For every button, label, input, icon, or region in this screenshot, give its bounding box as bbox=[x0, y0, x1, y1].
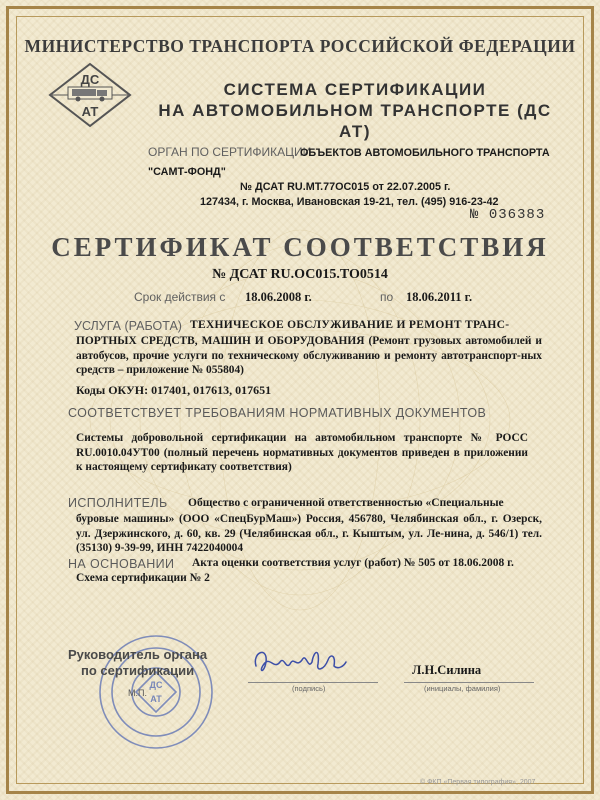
head-of-organ bbox=[68, 647, 207, 679]
organ-value: ОБЪЕКТОВ АВТОМОБИЛЬНОГО ТРАНСПОРТА bbox=[300, 147, 550, 159]
signature-caption: (подпись) bbox=[292, 684, 326, 693]
head-of-organ-line-2: по сертификации bbox=[81, 663, 195, 678]
okun-codes: Коды ОКУН: 017401, 017613, 017651 bbox=[76, 383, 272, 397]
stamp-mp: М.П. bbox=[128, 688, 147, 698]
system-line-2: НА АВТОМОБИЛЬНОМ ТРАНСПОРТЕ (ДС АТ) bbox=[158, 101, 552, 141]
certification-system bbox=[150, 79, 560, 142]
service-line-1: ТЕХНИЧЕСКОЕ ОБСЛУЖИВАНИЕ И РЕМОНТ ТРАНС- bbox=[190, 319, 510, 331]
system-line-1: СИСТЕМА СЕРТИФИКАЦИИ bbox=[223, 80, 487, 99]
validity-label: Срок действия с bbox=[134, 290, 226, 304]
logo-top-text: ДС bbox=[80, 72, 100, 87]
validity-to-label: по bbox=[380, 290, 394, 304]
ministry-title: МИНИСТЕРСТВО ТРАНСПОРТА РОССИЙСКОЙ ФЕДЕРАЦИИ bbox=[24, 36, 576, 56]
conformity-label: СООТВЕТСТВУЕТ ТРЕБОВАНИЯМ НОРМАТИВНЫХ ДОКУМЕНТОВ bbox=[68, 406, 487, 420]
valid-to: 18.06.2011 г. bbox=[406, 290, 473, 304]
organ-address: 127434, г. Москва, Ивановская 19-21, тел. (495) 916-23-42 bbox=[200, 196, 499, 208]
organ-name: "САМТ-ФОНД" bbox=[148, 166, 226, 178]
certificate-number: № ДСАТ RU.ОС015.ТО0514 bbox=[212, 267, 388, 282]
valid-from: 18.06.2008 г. bbox=[245, 290, 312, 304]
serial-number bbox=[470, 207, 545, 223]
organ-label: ОРГАН ПО СЕРТИФИКАЦИИ bbox=[148, 145, 312, 159]
name-line bbox=[404, 682, 534, 683]
executor-label: ИСПОЛНИТЕЛЬ bbox=[68, 496, 168, 510]
service-label: УСЛУГА (РАБОТА) bbox=[74, 319, 182, 333]
conformity-text: Системы добровольной сертификации на автомобильном транспорте № РОСС RU.0010.04УТ00 (полный перечень нормативных документов приведен в приложении к настоящему сертификату соответствия) bbox=[76, 432, 528, 473]
handwritten-signature bbox=[250, 640, 350, 680]
organ-registration: № ДСАТ RU.MT.77ОС015 от 22.07.2005 г. bbox=[240, 181, 451, 193]
signature-line bbox=[248, 682, 378, 683]
name-caption: (инициалы, фамилия) bbox=[424, 684, 501, 693]
printer-footer: © ФКП «Первая типография», 2007 bbox=[420, 779, 536, 786]
basis-label: НА ОСНОВАНИИ bbox=[68, 557, 175, 571]
signatory-name: Л.Н.Силина bbox=[412, 663, 482, 677]
executor-line-1: Общество с ограниченной ответственностью «Специальные bbox=[188, 497, 504, 509]
service-text: ПОРТНЫХ СРЕДСТВ, МАШИН И ОБОРУДОВАНИЯ (Ремонт грузовых автомобилей и автобусов, прочие услуги по техническому обслуживанию и ремонту автотранспорт-ных средств – приложение № 055804) bbox=[76, 335, 542, 376]
dsat-logo bbox=[48, 62, 132, 128]
basis-act: Акта оценки соответствия услуг (работ) № 505 от 18.06.2008 г. bbox=[192, 557, 514, 569]
certification-scheme: Схема сертификации № 2 bbox=[76, 572, 210, 584]
certificate-title: СЕРТИФИКАТ СООТВЕТСТВИЯ bbox=[51, 232, 549, 262]
executor-text: буровые машины» (ООО «СпецБурМаш») Россия, 456780, Челябинская обл., г. Озерск, ул. Дзержинского, д. 60, кв. 29 (Челябинская обл., г. Кыштым, ул. Ле-нина, д. 546/1) тел. (35130) 9-39-99, ИНН 7422040004 bbox=[76, 513, 542, 554]
serial-value: 036383 bbox=[488, 207, 546, 223]
head-of-organ-line-1: Руководитель органа bbox=[68, 647, 208, 662]
stamp-dc-text: ДС bbox=[149, 680, 163, 690]
logo-bottom-text: АТ bbox=[81, 104, 99, 119]
stamp-at-text: АТ bbox=[150, 694, 162, 704]
serial-prefix: № bbox=[470, 207, 480, 223]
